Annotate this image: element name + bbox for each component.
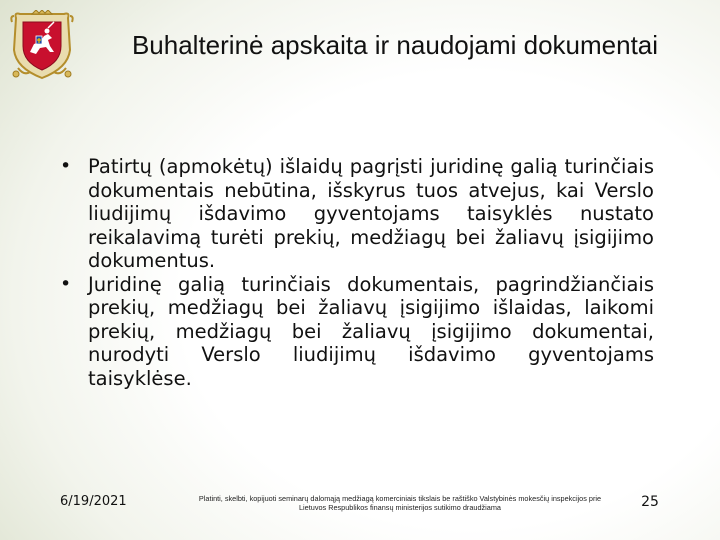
bullet-text: Patirtų (apmokėtų) išlaidų pagrįsti juridinę galią turinčiais dokumentais nebūtina, išskyrus tuos atvejus, kai Verslo liudijimų išdavimo gyventojams taisyklės nustato reikalavimą turėti prekių, medžiagų bei žaliavų įsigijimo dokumentus. [88, 155, 654, 272]
lithuanian-coat-of-arms-icon [10, 10, 74, 80]
coat-of-arms-logo [10, 10, 74, 80]
footer-copyright-note: Platinti, skelbti, kopijuoti seminarų dalomąją medžiagą komerciniais tikslais be raštiško Valstybinės mokesčių inspekcijos prie Lietuvos Respublikos finansų ministerijos sutikimo draudžiama [198, 494, 602, 512]
bullet-text: Juridinę galią turinčiais dokumentais, pagrindžiančiais prekių, medžiagų bei žaliavų įsigijimo išlaidas, laikomi prekių, medžiagų bei žaliavų įsigijimo dokumentai, nurodyti Verslo liudijimų išdavimo gyventojams taisyklėse. [88, 272, 654, 390]
list-item [58, 273, 654, 391]
bullet-marker: • [60, 155, 72, 177]
page-number: 25 [641, 494, 659, 510]
list-item [58, 155, 654, 273]
footer-date: 6/19/2021 [60, 494, 127, 509]
bullet-list [58, 155, 654, 390]
slide-title: Buhalterinė apskaita ir naudojami dokumentai [131, 30, 659, 60]
bullet-marker: • [60, 272, 72, 295]
